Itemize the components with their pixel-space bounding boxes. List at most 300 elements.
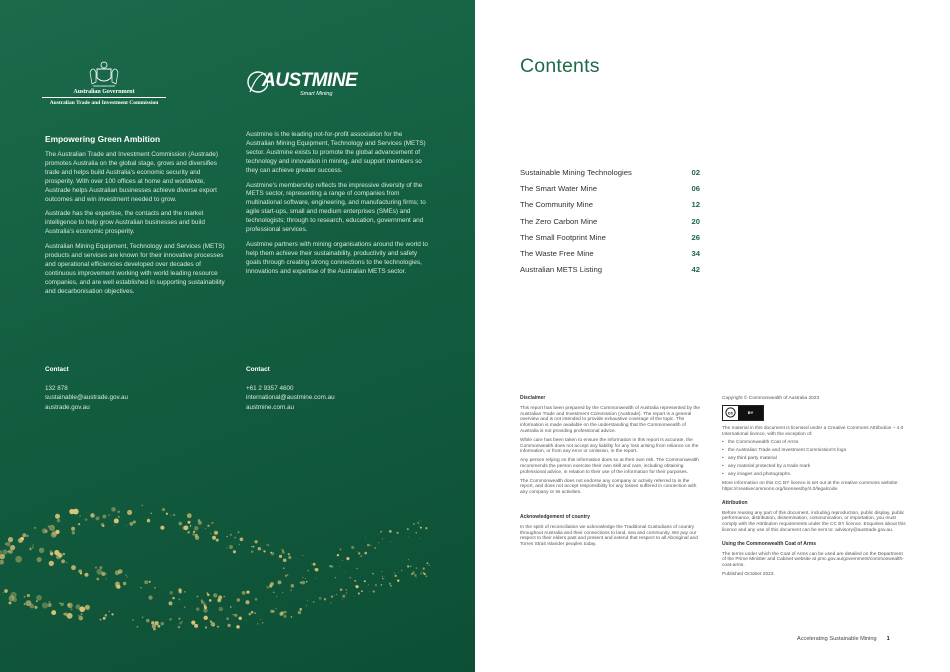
gold-dot xyxy=(380,531,382,533)
gold-dot xyxy=(288,553,290,555)
gold-dot xyxy=(237,598,241,602)
gold-dot xyxy=(142,616,143,617)
page-number: 1 xyxy=(886,636,890,642)
gold-dot xyxy=(211,522,213,524)
gold-dot xyxy=(420,538,421,539)
gold-dot xyxy=(302,555,303,556)
gold-dot xyxy=(147,519,150,522)
austmine-column xyxy=(246,131,430,283)
gold-dot xyxy=(103,617,106,620)
gold-dot xyxy=(342,560,343,561)
gold-dot xyxy=(287,574,288,575)
gold-dot xyxy=(424,573,426,575)
gold-dot xyxy=(51,610,56,615)
gold-dot xyxy=(356,568,357,569)
disclaimer-paragraph: This report has been prepared by the Commonwealth of Australia represented by the Australian Trade and Investment Commission (Austrade). The report is a general overview and is not intended to provide exhaustive coverage of the topic. The information is made available on the understanding that the Commonwealth of Australia is not providing professional advice. xyxy=(520,405,700,434)
gold-dot xyxy=(407,565,409,567)
gold-dot xyxy=(67,613,73,619)
gold-dot xyxy=(407,528,409,530)
gov-logo-line1: Australian Government xyxy=(73,89,135,95)
toc-item[interactable] xyxy=(520,164,700,180)
gold-dot xyxy=(158,625,161,628)
gold-dot xyxy=(179,622,181,624)
gold-dot xyxy=(238,531,240,533)
gold-dot xyxy=(354,580,356,582)
gold-dot xyxy=(349,577,351,579)
gold-dot xyxy=(361,590,363,592)
gold-dot xyxy=(408,536,409,537)
gold-dot xyxy=(194,624,198,628)
toc-label: The Waste Free Mine xyxy=(520,249,594,259)
gold-dot xyxy=(161,622,165,626)
gold-dot xyxy=(368,585,369,586)
austrade-paragraph-3: Australian Mining Equipment, Technology and Services (METS) products and services are known for their innovative processes and operational efficiencies developed over decades of continuous improvement working with world leading resource companies, and are well established in supporting sustainability and decarbonisation objectives. xyxy=(45,243,225,295)
gold-dot xyxy=(281,548,282,549)
contact-phone[interactable]: +61 2 9357 4600 xyxy=(246,384,294,392)
gold-dot xyxy=(345,572,346,573)
gold-dot xyxy=(129,522,133,526)
gold-dot xyxy=(37,557,42,562)
acknowledgement-title: Acknowledgement of country xyxy=(520,513,591,520)
gold-dot xyxy=(111,507,116,512)
gold-dot xyxy=(90,513,94,517)
gold-dot xyxy=(336,594,337,595)
gold-dot xyxy=(207,525,209,527)
gold-dot xyxy=(308,570,309,571)
copyright-section xyxy=(722,396,907,581)
coat-of-arms-text: The terms under which the Coat of Arms can be used are detailed on the Department of the Prime Minister and Cabinet website at pmc.gov.au/government/commonwealth-coat-arms. xyxy=(722,551,904,569)
gold-dot xyxy=(133,520,136,523)
gold-dot xyxy=(60,602,64,606)
gold-dot xyxy=(278,580,282,584)
austrade-paragraph-1: The Australian Trade and Investment Commission (Austrade) promotes Australia on the global stage, grows and diversifies trade and helps build Australia's economic security and prosperity. With over 100 offices at home and worldwide, Austrade helps Australian businesses achieve diverse export outcomes and win investment needed to grow. xyxy=(45,151,218,203)
gold-dot xyxy=(378,534,379,535)
gold-dot xyxy=(56,530,60,534)
gold-dot xyxy=(315,578,316,579)
gold-dot xyxy=(155,621,159,625)
gold-dot xyxy=(187,531,190,534)
gov-logo-divider xyxy=(42,97,166,98)
gold-dot xyxy=(34,527,36,529)
gold-dot xyxy=(95,516,99,520)
gold-dot xyxy=(346,589,348,591)
gold-dot xyxy=(213,625,215,627)
gold-dot xyxy=(239,544,240,545)
gold-dot xyxy=(166,513,168,515)
gold-dot xyxy=(412,570,413,571)
gold-dot xyxy=(184,606,186,608)
toc-label: Sustainable Mining Technologies xyxy=(520,167,632,177)
gold-dot xyxy=(201,601,205,605)
cc-icon xyxy=(723,406,738,420)
gold-dot xyxy=(30,548,32,550)
gold-dot xyxy=(212,536,216,540)
cc-by-licence-badge[interactable] xyxy=(722,405,764,421)
gold-dot xyxy=(410,566,411,567)
gold-dot xyxy=(334,595,335,596)
gold-dot xyxy=(398,572,399,573)
gold-dot xyxy=(219,607,224,612)
gold-dot xyxy=(4,589,8,593)
gold-dot xyxy=(5,543,7,545)
toc-label: The Smart Water Mine xyxy=(520,183,598,193)
gold-dot xyxy=(217,626,219,628)
gold-dot xyxy=(235,537,236,538)
gold-dot xyxy=(382,578,383,579)
gold-dot xyxy=(115,582,120,587)
toc-item[interactable] xyxy=(520,245,700,261)
gold-dot xyxy=(230,606,232,608)
austmine-contact xyxy=(246,365,426,412)
svg-text:cc: cc xyxy=(727,411,734,417)
gold-dot xyxy=(105,578,107,580)
gold-dot xyxy=(85,518,88,521)
austmine-paragraph-3: Austmine partners with mining organisations around the world to help them achieve their sustainability, productivity and safety goals through creating strong connections to the technologies, innovations and expertise of the Australian METS sector. xyxy=(246,240,428,275)
gold-dot xyxy=(267,544,269,546)
toc-item[interactable] xyxy=(520,229,700,245)
gold-dot xyxy=(423,567,425,569)
toc-label: The Zero Carbon Mine xyxy=(520,216,598,226)
contact-phone[interactable]: 132 878 xyxy=(45,384,68,392)
gold-dot xyxy=(144,580,148,584)
contact-email-link[interactable]: sustainable@austrade.gov.au xyxy=(45,394,128,401)
gold-dot xyxy=(48,603,52,607)
gold-dot xyxy=(178,618,180,620)
gold-dot xyxy=(425,527,427,529)
contact-website-link[interactable]: austrade.gov.au xyxy=(45,403,90,411)
published-date: Published October 2023. xyxy=(722,571,775,577)
gold-dot xyxy=(32,546,34,548)
gold-dot xyxy=(85,573,89,577)
gold-dot xyxy=(258,547,261,550)
gold-dot xyxy=(191,621,195,625)
gold-dot xyxy=(401,570,402,571)
gold-dot xyxy=(382,538,383,539)
coat-of-arms-title: Using the Commonwealth Coat of Arms xyxy=(722,540,816,547)
gold-dot xyxy=(218,595,222,599)
gold-dot xyxy=(248,613,250,615)
gold-dot xyxy=(253,546,255,548)
gold-dot xyxy=(39,548,44,553)
gold-dot xyxy=(421,521,422,522)
australian-government-logo xyxy=(42,60,166,106)
gold-dot xyxy=(10,592,16,598)
gold-dot xyxy=(132,619,134,621)
gold-dot xyxy=(78,615,79,616)
gold-dot xyxy=(195,535,199,539)
gold-dot xyxy=(330,602,331,603)
gold-dot xyxy=(63,553,66,556)
gold-dot xyxy=(49,601,51,603)
gold-dot xyxy=(111,613,113,615)
gold-dot xyxy=(370,545,371,546)
gold-dot xyxy=(182,526,186,530)
list-item: • any images and photographs. xyxy=(722,472,907,478)
gold-dot xyxy=(397,580,399,582)
austmine-wordmark: AUSTMINE xyxy=(262,70,358,91)
gold-dot xyxy=(339,566,340,567)
austmine-paragraph-2: Austmine's membership reflects the impressive diversity of the METS sector, representing a range of companies from multinational software, engineering, and manufacturing firms; to agile start-ups, small and medium enterprises (SMEs) and technologists; through to research, education, government and professional services. xyxy=(246,181,426,234)
gold-dot xyxy=(85,605,90,610)
gold-dot xyxy=(24,596,26,598)
gold-dot xyxy=(63,613,65,615)
toc-page-number: 34 xyxy=(691,249,700,259)
disclaimer-paragraph: The Commonwealth does not endorse any company or activity referred to in the report, and does not accept responsibility for any losses suffered in connection with any company or its activities. xyxy=(520,478,697,496)
gold-dot xyxy=(245,600,249,604)
gold-dot xyxy=(311,564,312,565)
gold-dot xyxy=(169,601,173,605)
gold-dot xyxy=(290,589,291,590)
gold-dot xyxy=(114,525,115,526)
gold-dot xyxy=(305,578,306,579)
gold-dot xyxy=(207,593,210,596)
toc-page-number: 06 xyxy=(691,183,700,193)
gold-dot xyxy=(276,596,277,597)
gold-dot xyxy=(9,601,12,604)
gold-dot xyxy=(108,514,109,515)
gold-dot xyxy=(227,547,228,548)
gold-dot xyxy=(0,550,2,554)
gold-dot xyxy=(291,616,293,618)
gold-dot xyxy=(283,615,286,618)
gold-dot xyxy=(283,558,287,562)
gold-dot xyxy=(263,550,265,552)
gold-dot xyxy=(302,577,303,578)
gold-dot xyxy=(22,533,26,537)
gold-dot xyxy=(226,536,227,537)
gold-dot xyxy=(346,592,347,593)
gold-dot xyxy=(100,619,102,621)
gold-dot xyxy=(255,540,258,543)
gold-dot xyxy=(0,554,5,560)
gold-dot xyxy=(224,596,225,597)
gold-dot xyxy=(192,533,195,536)
gold-dot xyxy=(421,571,422,572)
gold-dot xyxy=(408,559,409,560)
gold-dot xyxy=(127,510,132,515)
gold-dot xyxy=(269,584,272,587)
gold-dot xyxy=(151,513,152,514)
gold-dot xyxy=(198,521,202,525)
gold-dot xyxy=(279,555,282,558)
gold-dot xyxy=(184,591,185,592)
gold-dot xyxy=(306,581,308,583)
gold-dot xyxy=(381,571,382,572)
gold-dot xyxy=(137,626,139,628)
gold-dot xyxy=(390,585,392,587)
gold-dot xyxy=(203,616,207,620)
gold-dot xyxy=(300,582,302,584)
gold-dot xyxy=(364,580,366,582)
gold-dot xyxy=(115,570,120,575)
acknowledgement-text: In the spirit of reconciliation we acknowledge the Traditional Custodians of country throughout Australia and their connections to land, sea and community. We pay our respect to their elders past and present and extend that respect to all Aboriginal and Torres Strait Islander peoples today. xyxy=(520,524,698,548)
gold-dot xyxy=(209,599,212,602)
gold-dot xyxy=(187,521,190,524)
gold-dot xyxy=(24,603,26,605)
gold-dot xyxy=(426,562,428,564)
gold-dot xyxy=(103,515,107,519)
gold-dot xyxy=(306,605,307,606)
gold-dot xyxy=(75,604,80,609)
gold-dot xyxy=(324,598,326,600)
gold-dot xyxy=(418,526,419,527)
gold-dot xyxy=(415,532,416,533)
list-item: • any material protected by a trade mark xyxy=(722,464,907,470)
gold-dot xyxy=(169,591,172,594)
gold-dot xyxy=(313,563,316,566)
gold-dot xyxy=(273,592,274,593)
austrade-paragraph-2: Austrade has the expertise, the contacts and the market intelligence to help grow Australian businesses and build Australia's economic prosperity. xyxy=(45,210,205,236)
page-title: Contents xyxy=(520,55,600,77)
gold-dot xyxy=(42,602,48,608)
gold-dot xyxy=(420,527,422,529)
list-item: • any third party material xyxy=(722,456,907,462)
gold-dot xyxy=(114,518,119,523)
gold-dot xyxy=(149,581,151,583)
gold-dot xyxy=(210,533,211,534)
gold-dot xyxy=(197,596,199,598)
gold-dot xyxy=(246,620,247,621)
gold-dot xyxy=(251,550,254,553)
list-item: • the Commonwealth Coat of Arms xyxy=(722,440,907,446)
gold-dot xyxy=(416,577,417,578)
gold-dot xyxy=(262,549,263,550)
gold-dot xyxy=(246,590,249,593)
gold-dot xyxy=(389,542,390,543)
gold-dot xyxy=(78,569,82,573)
gold-dot xyxy=(80,515,81,516)
gold-dot xyxy=(126,525,127,526)
gold-dot xyxy=(80,613,82,615)
gold-dot xyxy=(190,526,191,527)
gold-dot xyxy=(351,546,354,549)
gold-dot xyxy=(391,541,392,542)
gold-dot xyxy=(270,610,273,613)
gold-dot xyxy=(27,594,30,597)
toc-item[interactable] xyxy=(520,180,700,196)
cc-by-label: BY xyxy=(738,406,763,420)
toc-item[interactable] xyxy=(520,262,700,278)
gold-dot xyxy=(78,523,80,525)
gold-dot xyxy=(389,583,391,585)
gold-dot xyxy=(283,567,284,568)
gold-dot xyxy=(109,611,110,612)
gold-dot xyxy=(95,567,97,569)
gold-dot xyxy=(71,527,75,531)
attribution-title: Attribution xyxy=(722,499,748,506)
contact-email-link[interactable]: international@austmine.com.au xyxy=(246,394,335,401)
gold-dot xyxy=(20,537,23,540)
toc-item[interactable] xyxy=(520,197,700,213)
gold-dot xyxy=(49,525,55,531)
gold-dot xyxy=(71,565,76,570)
gold-dot xyxy=(8,537,13,542)
gold-dot xyxy=(236,625,239,628)
gold-dot xyxy=(257,623,258,624)
gold-dot xyxy=(369,591,370,592)
gold-dot xyxy=(266,544,267,545)
table-of-contents xyxy=(520,164,700,278)
gold-dot xyxy=(396,532,398,534)
gold-dot xyxy=(204,603,207,606)
section-heading: Empowering Green Ambition xyxy=(45,134,161,144)
gold-dot xyxy=(251,611,254,614)
gold-dot xyxy=(313,601,315,603)
gold-dot xyxy=(357,551,358,552)
gold-dot xyxy=(2,592,3,593)
gold-dot xyxy=(154,587,156,589)
gold-dot xyxy=(240,537,244,541)
gold-dot xyxy=(282,551,285,554)
contact-title: Contact xyxy=(246,366,270,373)
gold-dot xyxy=(354,596,355,597)
gold-dot xyxy=(266,585,267,586)
gold-dot xyxy=(374,547,375,548)
gold-dot xyxy=(342,599,343,600)
coat-of-arms-icon xyxy=(87,60,121,88)
gold-dot xyxy=(358,552,360,554)
disclaimer-title: Disclaimer xyxy=(520,395,546,401)
gold-dot xyxy=(375,584,377,586)
gold-dot xyxy=(171,515,172,516)
gold-dot xyxy=(78,616,83,621)
gold-dot xyxy=(57,519,60,522)
gold-dot xyxy=(298,611,301,614)
disclaimer-paragraph: While care has been taken to ensure the information in this report is accurate, the Commonwealth does not accept any liability for any loss arising from reliance on the information, or from any error or omission, in the report. xyxy=(520,437,699,455)
toc-item[interactable] xyxy=(520,213,700,229)
gold-dot xyxy=(178,588,181,591)
gold-dot xyxy=(205,626,207,628)
gold-dot xyxy=(187,513,192,518)
gold-dot xyxy=(106,573,107,574)
gold-dot xyxy=(255,598,258,601)
toc-page-number: 26 xyxy=(691,232,700,242)
gold-dot xyxy=(36,595,42,601)
gold-dot xyxy=(99,566,102,569)
gold-dot xyxy=(335,577,336,578)
gold-dot xyxy=(214,531,218,535)
gold-dot xyxy=(162,508,165,511)
gold-dot xyxy=(365,537,366,538)
gold-dot xyxy=(417,522,419,524)
gold-dot xyxy=(233,614,234,615)
toc-label: Australian METS Listing xyxy=(520,265,603,275)
gold-dot xyxy=(205,528,206,529)
gold-dot xyxy=(230,534,232,536)
gold-dot xyxy=(148,595,152,599)
gold-dot xyxy=(72,531,75,534)
gold-dot xyxy=(288,556,291,559)
gold-dot xyxy=(26,535,28,537)
gold-dot xyxy=(142,505,143,506)
contact-website-link[interactable]: austmine.com.au xyxy=(246,403,294,411)
gold-dot xyxy=(36,600,38,602)
gold-dot xyxy=(0,560,4,565)
gold-dot xyxy=(285,575,287,577)
gov-logo-line2: Australian Trade and Investment Commission xyxy=(49,100,159,106)
gold-dot xyxy=(394,572,395,573)
gold-dot xyxy=(178,626,181,629)
gold-dot xyxy=(251,546,252,547)
gold-dot xyxy=(342,595,345,598)
gold-dot xyxy=(102,525,104,527)
gold-dot xyxy=(337,554,339,556)
gold-dot xyxy=(271,552,275,556)
gold-dot xyxy=(160,526,164,530)
gold-dot xyxy=(414,574,416,576)
gold-dot xyxy=(169,618,172,621)
page-footer xyxy=(797,636,890,642)
